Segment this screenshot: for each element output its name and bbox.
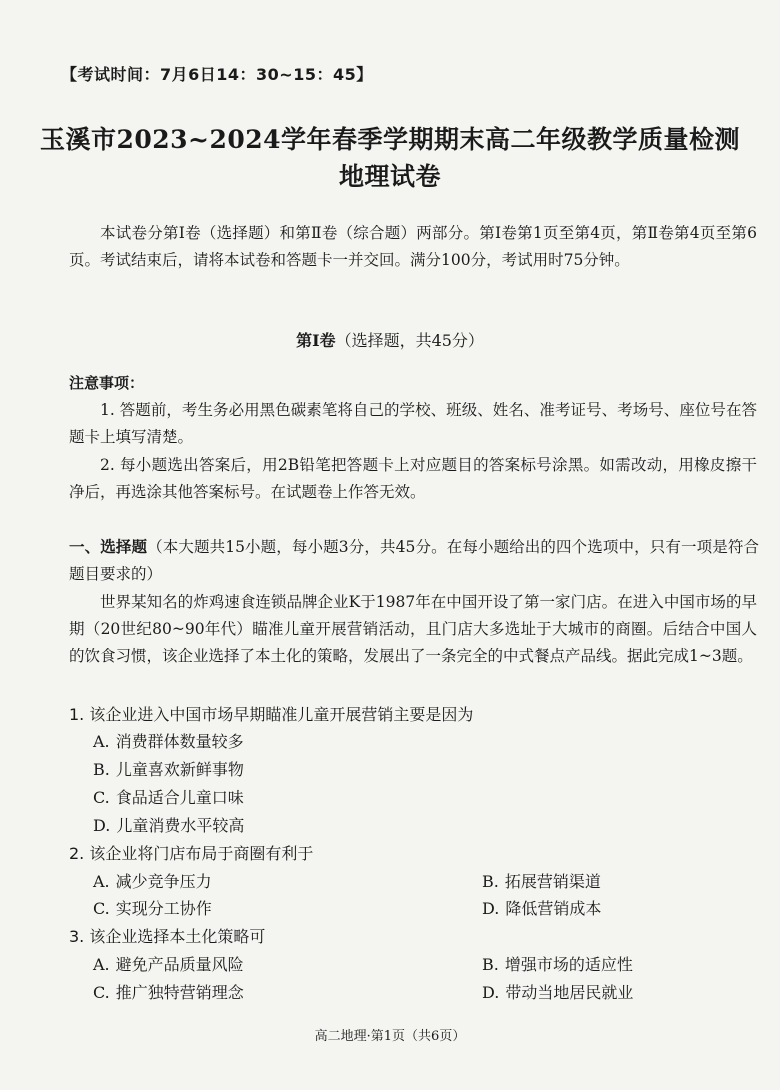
option-text: 消费群体数量较多 [115,732,244,751]
option-text: 带动当地居民就业 [505,983,634,1002]
option-letter: D. [482,899,500,918]
option-letter: B. [482,872,499,891]
question-3-option-d [482,982,633,1004]
exam-time-note: 【考试时间：7月6日14：30~15：45】 [61,65,373,84]
question-2-option-a [93,871,212,893]
exam-title: 玉溪市2023~2024学年春季学期期末高二年级教学质量检测 [39,125,741,154]
option-text: 避免产品质量风险 [115,955,244,974]
notice-title: 注意事项： [69,374,145,392]
option-text: 食品适合儿童口味 [115,788,244,807]
option-text: 拓展营销渠道 [504,872,601,891]
question-1-stem: 1. 该企业进入中国市场早期瞄准儿童开展营销主要是因为 [69,705,474,724]
question-1-option-d [93,815,244,837]
question-1-option-b [93,759,244,781]
option-letter: C. [93,983,110,1002]
material-paragraph: 世界某知名的炸鸡速食连锁品牌企业K于1987年在中国开设了第一家门店。在进入中国市场的早期（20世纪80~90年代）瞄准儿童开展营销活动，且门店大多选址于大城市的商圈。后结合中国人的饮食习惯，该企业选择了本土化的策略，发展出了一条完全的中式餐点产品线。据此完成1~3题。 [69,593,757,665]
part-heading-bold: 一、选择题 [69,538,148,556]
option-text: 降低营销成本 [505,899,602,918]
option-letter: A. [93,955,110,974]
option-letter: D. [93,816,111,835]
section-heading-bold: 第Ⅰ卷 [296,331,336,350]
part-heading-rest: （本大题共15小题，每小题3分，共45分。在每小题给出的四个选项中，只有一项是符合题目要求的） [69,538,759,583]
option-letter: D. [482,983,500,1002]
page-footer: 高二地理·第1页（共6页） [314,1029,466,1044]
option-text: 实现分工协作 [115,899,212,918]
exam-subject-title: 地理试卷 [338,162,441,191]
question-3-option-b [482,954,633,976]
option-letter: A. [93,872,110,891]
option-text: 减少竞争压力 [115,872,212,891]
section-heading-rest: （选择题，共45分） [335,331,484,350]
option-text: 增强市场的适应性 [504,955,633,974]
question-3-option-c [93,982,244,1004]
option-text: 推广独特营销理念 [115,983,244,1002]
option-letter: B. [93,760,110,779]
question-3-stem: 3. 该企业选择本土化策略可 [69,927,266,946]
question-2-option-d [482,898,601,920]
question-2-stem: 2. 该企业将门店布局于商圈有利于 [69,844,314,863]
question-2-option-c [93,898,212,920]
notice-item-2: 2. 每小题选出答案后，用2B铅笔把答题卡上对应题目的答案标号涂黑。如需改动，用橡皮擦干净后，再选涂其他答案标号。在试题卷上作答无效。 [69,456,757,501]
part-heading [69,534,759,588]
question-1-option-a [93,731,244,753]
option-letter: C. [93,899,110,918]
option-text: 儿童消费水平较高 [116,816,245,835]
notice-item-1: 1. 答题前，考生务必用黑色碳素笔将自己的学校、班级、姓名、准考证号、考场号、座位号在答题卡上填写清楚。 [69,401,757,446]
option-text: 儿童喜欢新鲜事物 [115,760,244,779]
option-letter: A. [93,732,110,751]
question-2-option-b [482,871,601,893]
intro-paragraph: 本试卷分第Ⅰ卷（选择题）和第Ⅱ卷（综合题）两部分。第Ⅰ卷第1页至第4页，第Ⅱ卷第4页至第6页。考试结束后，请将本试卷和答题卡一并交回。满分100分，考试用时75分钟。 [69,224,757,269]
option-letter: C. [93,788,110,807]
question-1-option-c [93,787,244,809]
section-heading [0,328,780,351]
option-letter: B. [482,955,499,974]
question-3-option-a [93,954,244,976]
